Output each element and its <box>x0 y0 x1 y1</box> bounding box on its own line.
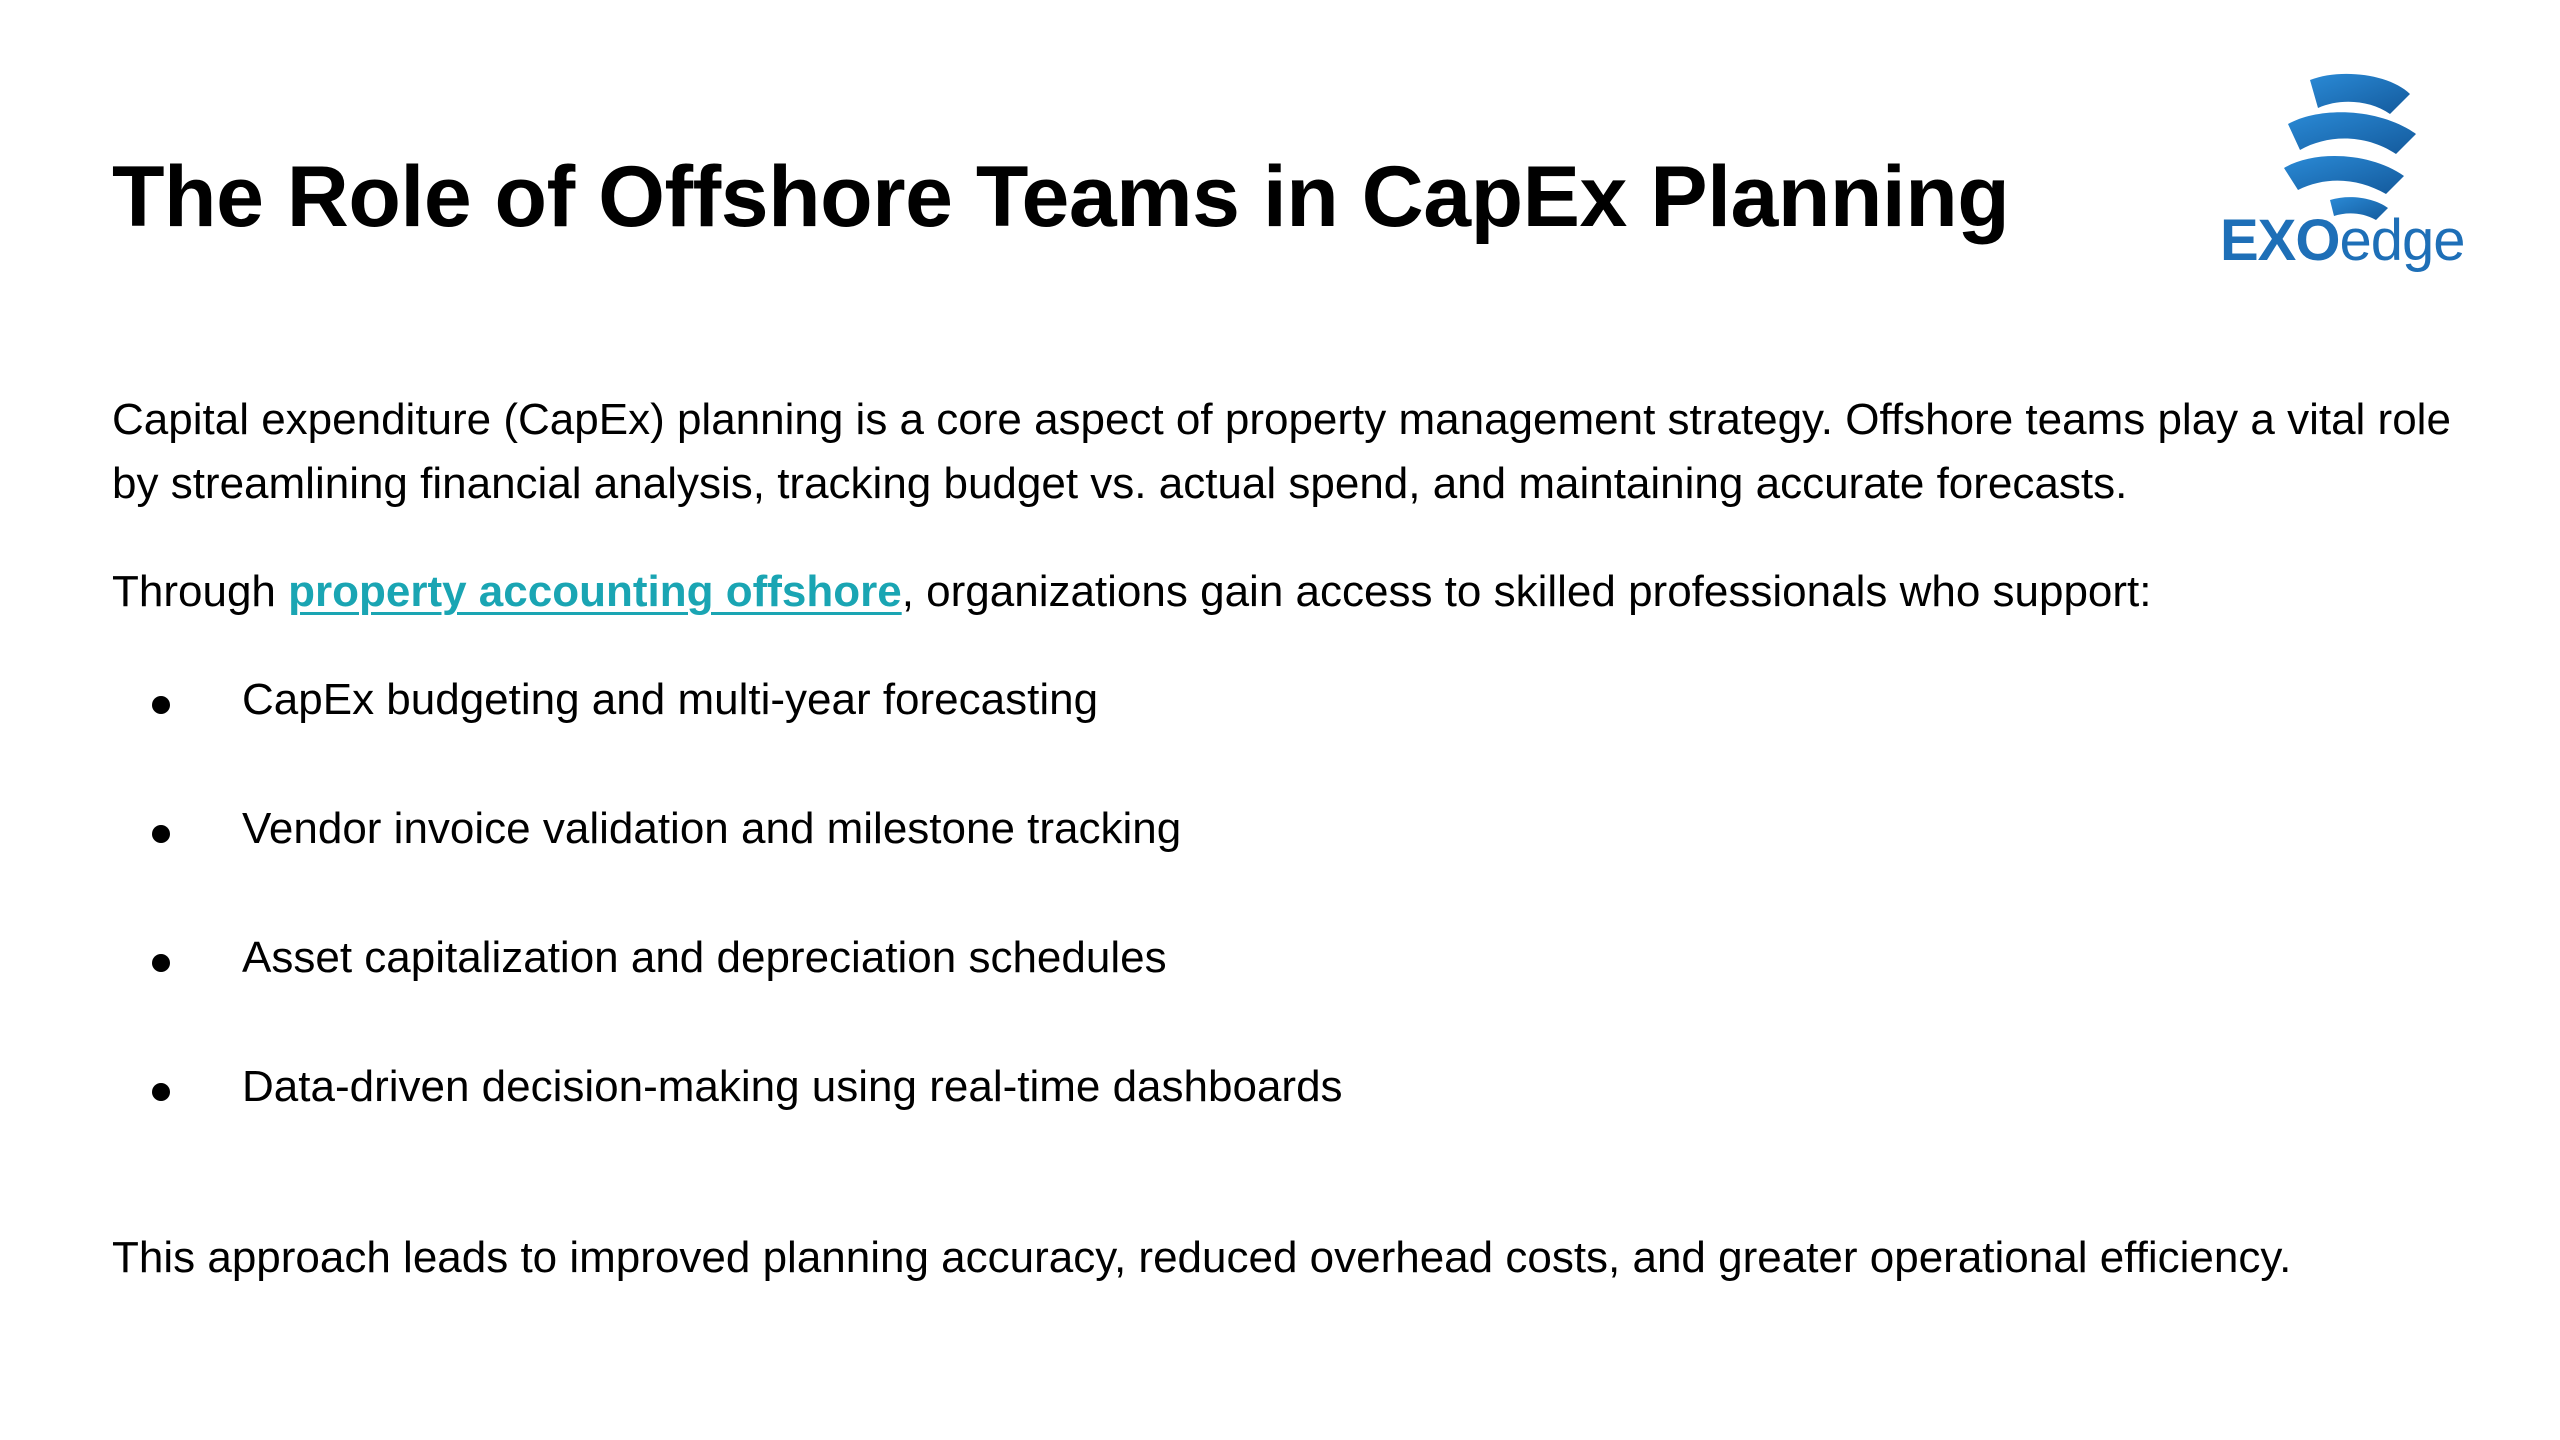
property-accounting-offshore-link[interactable]: property accounting offshore <box>288 567 902 616</box>
list-item <box>112 926 2412 1055</box>
bullet-icon <box>152 1083 170 1101</box>
through-text-after: , organizations gain access to skilled professionals who support: <box>901 567 2152 616</box>
conclusion-paragraph: This approach leads to improved planning accuracy, reduced overhead costs, and greater operational efficiency. <box>112 1233 2292 1282</box>
logo-text-light: edge <box>2339 208 2465 273</box>
list-item-text: Data-driven decision-making using real-time dashboards <box>242 1062 1343 1111</box>
list-item-text: CapEx budgeting and multi-year forecasting <box>242 675 1099 724</box>
list-item <box>112 1055 2412 1184</box>
exoedge-logo <box>2220 72 2480 292</box>
exoedge-logo-icon <box>2270 72 2430 222</box>
through-paragraph <box>112 560 2452 624</box>
intro-paragraph: Capital expenditure (CapEx) planning is a core aspect of property management strategy. Offshore teams play a vital role by streamlining financial analysis, tracking budget vs. actual spend, and maintaining accurate forecasts. <box>112 395 2451 508</box>
logo-wordmark <box>2220 208 2480 273</box>
through-text-before: Through <box>112 567 289 616</box>
list-item <box>112 668 2412 797</box>
bullet-icon <box>152 825 170 843</box>
slide-title: The Role of Offshore Teams in CapEx Planning <box>112 149 2010 245</box>
bullet-icon <box>152 696 170 714</box>
list-item-text: Vendor invoice validation and milestone tracking <box>242 804 1182 853</box>
support-list <box>112 668 2412 1184</box>
list-item-text: Asset capitalization and depreciation schedules <box>242 933 1167 982</box>
bullet-icon <box>152 954 170 972</box>
list-item <box>112 797 2412 926</box>
logo-text-strong: EXO <box>2220 208 2340 273</box>
